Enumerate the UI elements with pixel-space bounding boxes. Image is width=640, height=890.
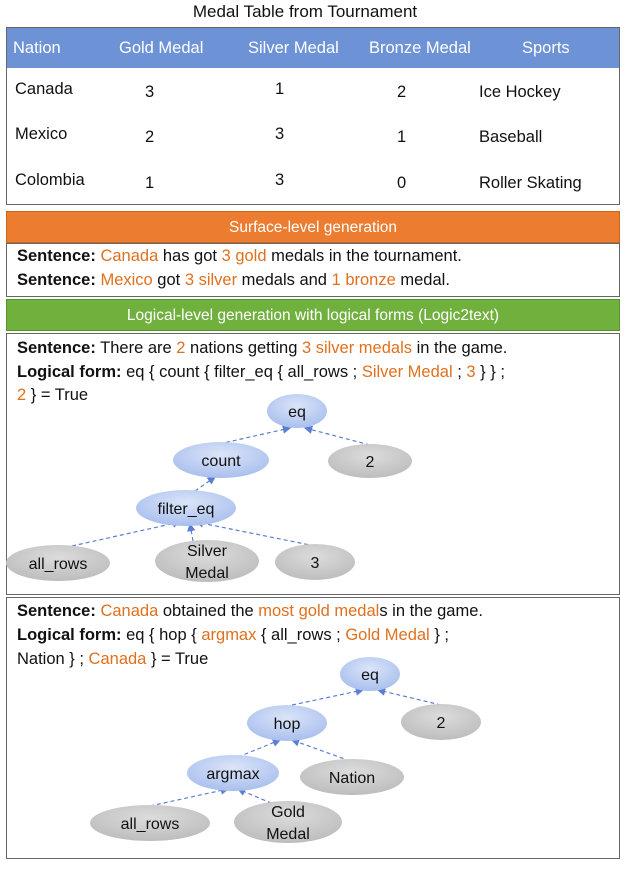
svg-text:argmax: argmax	[206, 766, 260, 783]
text: got	[152, 271, 185, 289]
text: eq { hop {	[121, 626, 202, 644]
highlight: Canada	[88, 650, 147, 668]
highlight: most gold medal	[258, 602, 380, 620]
table-cell: Baseball	[479, 128, 543, 146]
svg-text:eq: eq	[288, 404, 306, 421]
highlight: 2	[176, 339, 186, 357]
svg-text:eq: eq	[361, 667, 379, 684]
text: in the game.	[412, 339, 508, 357]
tree2-node-gold-medal	[234, 801, 342, 843]
table-cell: Colombia	[15, 171, 85, 189]
table-cell: 1	[397, 128, 407, 146]
tree1-node-count	[173, 442, 269, 478]
text: s in the game.	[379, 602, 483, 620]
table-cell: 2	[145, 128, 155, 146]
tree2-node-all-rows	[90, 805, 210, 841]
svg-text:all_rows: all_rows	[120, 816, 180, 833]
table-cell: Roller Skating	[479, 174, 582, 192]
text: There are	[95, 339, 177, 357]
highlight: 3 silver medals	[301, 339, 412, 357]
sentence-label: Sentence:	[17, 271, 96, 289]
highlight: 1 bronze	[331, 271, 396, 289]
table-cell: 0	[397, 174, 407, 192]
table-cell: 3	[275, 171, 285, 189]
svg-text:hop: hop	[273, 716, 301, 733]
highlight: 3 silver	[184, 271, 238, 289]
text: } = True	[26, 386, 89, 404]
sentence-label: Sentence:	[17, 339, 96, 357]
table-cell: Ice Hockey	[479, 83, 561, 101]
table-cell: 1	[145, 174, 155, 192]
logical-form-label: Logical form:	[17, 626, 122, 644]
sentence-label: Sentence:	[17, 247, 96, 265]
tree1-node-3	[275, 544, 355, 580]
tree1-node-eq	[267, 394, 327, 428]
tree1-node-filter-eq	[136, 490, 236, 526]
header-silver: Silver Medal	[248, 39, 339, 57]
text: ;	[452, 363, 467, 381]
highlight: 3	[466, 363, 476, 381]
tree1-node-2	[328, 444, 412, 478]
svg-text:count: count	[201, 453, 241, 470]
tree2-node-hop	[247, 705, 327, 741]
svg-text:Medal: Medal	[185, 565, 229, 582]
table-cell: Canada	[15, 80, 73, 98]
tree2-node-eq	[340, 657, 400, 691]
logical-level-banner: Logical-level generation with logical forms (Logic2text)	[6, 299, 620, 331]
tree2-node-argmax	[187, 755, 279, 791]
text: nations getting	[185, 339, 302, 357]
text: } = True	[146, 650, 209, 668]
header-nation: Nation	[13, 39, 61, 57]
text: medals in the tournament.	[266, 247, 462, 265]
highlight: Gold Medal	[345, 626, 430, 644]
highlight: Mexico	[100, 271, 153, 289]
highlight: argmax	[201, 626, 257, 644]
svg-text:2: 2	[365, 454, 375, 471]
svg-text:2: 2	[436, 715, 446, 732]
sentence-label: Sentence:	[17, 602, 96, 620]
text: { all_rows ;	[256, 626, 346, 644]
svg-text:Gold: Gold	[271, 804, 305, 821]
highlight: 2	[17, 386, 27, 404]
table-cell: 2	[397, 83, 407, 101]
table-title: Medal Table from Tournament	[192, 2, 418, 21]
text: has got	[158, 247, 222, 265]
text: } } ;	[475, 363, 505, 381]
header-sports: Sports	[522, 39, 570, 57]
text: Nation } ;	[17, 650, 89, 668]
table-cell: 3	[275, 125, 285, 143]
text: medals and	[237, 271, 332, 289]
svg-text:Medal: Medal	[266, 826, 310, 843]
svg-text:Silver: Silver	[186, 543, 228, 560]
svg-text:filter_eq: filter_eq	[157, 501, 215, 518]
tree2-node-nation	[300, 759, 404, 795]
text: medal.	[395, 271, 450, 289]
highlight: Canada	[100, 602, 159, 620]
text: eq { count { filter_eq { all_rows ;	[121, 363, 362, 381]
header-gold: Gold Medal	[119, 39, 204, 57]
highlight: Silver Medal	[361, 363, 453, 381]
table-cell: 1	[275, 80, 285, 98]
tree1-node-all-rows	[6, 545, 110, 581]
text: obtained the	[158, 602, 259, 620]
svg-text:3: 3	[310, 555, 320, 572]
tree2-node-2	[401, 704, 481, 740]
svg-text:all_rows: all_rows	[28, 556, 88, 573]
logical-form-label: Logical form:	[17, 363, 122, 381]
highlight: 3 gold	[221, 247, 267, 265]
tree1-node-silver-medal	[155, 540, 259, 582]
table-cell: Mexico	[15, 125, 68, 143]
header-bronze: Bronze Medal	[369, 39, 471, 57]
highlight: Canada	[100, 247, 159, 265]
table-cell: 3	[145, 83, 155, 101]
text: } ;	[429, 626, 449, 644]
svg-text:Nation: Nation	[328, 770, 376, 787]
surface-level-banner: Surface-level generation	[6, 211, 620, 243]
